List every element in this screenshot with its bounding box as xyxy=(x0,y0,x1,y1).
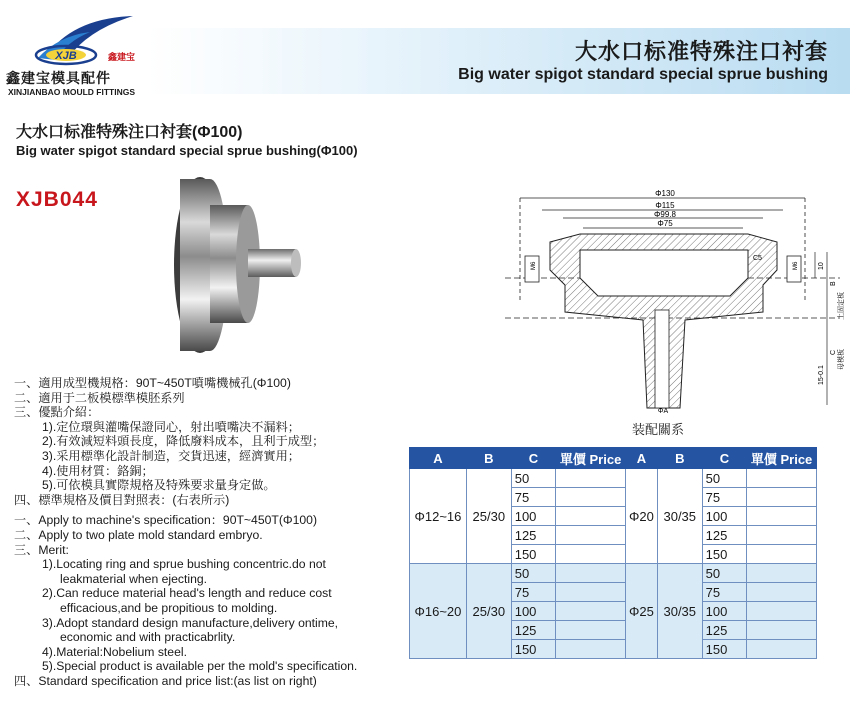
spec-en-5: leakmaterial when ejecting. xyxy=(60,571,208,586)
table-row xyxy=(410,469,817,488)
spec-cn-3: 三、優點介紹： xyxy=(14,405,100,420)
cell-b2: 30/35 xyxy=(657,564,702,659)
cell-price xyxy=(747,583,817,602)
drawing-caption: 装配關系 xyxy=(632,422,685,437)
spec-en-4: 1).Locating ring and sprue bushing concentric.do not xyxy=(42,557,326,572)
logo-mark-text: XJB xyxy=(55,50,77,62)
spec-cn-6: 3).采用標準化設計制造，交貨迅速，經濟實用； xyxy=(42,448,300,463)
cell-price xyxy=(747,640,817,659)
banner-title-en: Big water spigot standard special sprue bushing xyxy=(458,66,828,83)
cell-price xyxy=(556,640,626,659)
m6-right: M6 xyxy=(793,261,799,270)
dim-115: Φ115 xyxy=(655,201,675,210)
cell-b1: 25/30 xyxy=(466,564,511,659)
product-title-cn: 大水口标准特殊注口衬套(Φ100) xyxy=(16,124,243,141)
cell-c: 50 xyxy=(511,469,555,488)
cell-a1: Φ16~20 xyxy=(410,564,467,659)
cell-price xyxy=(556,488,626,507)
cell-b2: 30/35 xyxy=(657,469,702,564)
company-name-cn: 鑫建宝模具配件 xyxy=(6,70,111,86)
spec-en-12: 四、Standard specification and price list:(as list on right) xyxy=(14,673,317,688)
cell-c: 125 xyxy=(702,621,746,640)
dim-b: B xyxy=(830,281,837,286)
spec-cn-9: 四、標準規格及價目對照表：(右表所示) xyxy=(14,492,230,507)
cell-c: 100 xyxy=(702,602,746,621)
company-name-en: XINJIANBAO MOULD FITTINGS xyxy=(8,87,136,97)
spec-en-11: 5).Special product is available per the mold's specification. xyxy=(42,659,358,674)
spec-cn-2: 二、適用于二板模標準模胚系列 xyxy=(14,390,185,405)
dim-10: 10 xyxy=(818,262,825,270)
cell-a2: Φ25 xyxy=(626,564,658,659)
cell-c: 75 xyxy=(511,488,555,507)
cell-price xyxy=(747,564,817,583)
dim-130: Φ130 xyxy=(655,189,675,198)
th-price2: 單價 Price xyxy=(747,448,817,469)
cell-b1: 25/30 xyxy=(466,469,511,564)
spec-en-9: economic and with practicabrlity. xyxy=(60,630,236,645)
cell-price xyxy=(556,545,626,564)
price-table xyxy=(409,447,817,659)
dim-c-tolerance: 15-0.1 xyxy=(818,365,825,385)
m6-left: M6 xyxy=(531,261,537,270)
cell-c: 50 xyxy=(511,564,555,583)
cell-c: 100 xyxy=(702,507,746,526)
spec-cn-5: 2).有效減短料頭長度，降低廢料成本，且利于成型； xyxy=(42,434,325,449)
dim-c-plate: 母模板 xyxy=(838,349,845,370)
dim-c: C xyxy=(830,349,837,355)
product-code: XJB044 xyxy=(16,188,98,211)
cell-c: 150 xyxy=(702,545,746,564)
cell-price xyxy=(556,507,626,526)
cell-c: 100 xyxy=(511,602,555,621)
product-title-en: Big water spigot standard special sprue bushing(Φ100) xyxy=(16,143,358,158)
spec-cn-7: 4).使用材質：鉻銅； xyxy=(42,463,154,478)
logo-small-text: 鑫建宝 xyxy=(108,52,136,62)
dim-99-8: Φ99.8 xyxy=(654,210,676,219)
table-row xyxy=(410,564,817,583)
cell-price xyxy=(747,488,817,507)
cell-c: 50 xyxy=(702,469,746,488)
cell-price xyxy=(747,507,817,526)
th-price1: 單價 Price xyxy=(556,448,626,469)
product-photo xyxy=(160,175,310,355)
spec-en-1: 一、Apply to machine's specification：90T~450T(Φ100) xyxy=(14,513,317,528)
assembly-drawing xyxy=(505,189,845,415)
cell-c: 75 xyxy=(702,488,746,507)
table-header-row xyxy=(410,448,817,469)
cell-price xyxy=(556,469,626,488)
th-b2: B xyxy=(657,448,702,469)
c5-label: C5 xyxy=(753,255,762,262)
spec-cn-8: 5).可依模具實際規格及特殊要求量身定做。 xyxy=(42,478,276,493)
cell-price xyxy=(556,564,626,583)
dim-b-plate: 上固定板 xyxy=(838,292,845,320)
specifications xyxy=(14,376,414,688)
spec-en-6: 2).Can reduce material head's length and reduce cost xyxy=(42,586,332,601)
cell-c: 75 xyxy=(702,583,746,602)
th-a2: A xyxy=(626,448,658,469)
cell-c: 75 xyxy=(511,583,555,602)
cell-price xyxy=(747,621,817,640)
spec-en-7: efficacious,and be propitious to molding. xyxy=(60,600,278,615)
cell-price xyxy=(747,545,817,564)
cell-c: 150 xyxy=(702,640,746,659)
cell-price xyxy=(556,583,626,602)
th-c1: C xyxy=(511,448,555,469)
cell-price xyxy=(747,526,817,545)
banner-title-cn: 大水口标准特殊注口衬套 xyxy=(574,39,828,64)
spec-cn-1: 一、適用成型機規格：90T~450T噴嘴機械孔(Φ100) xyxy=(14,376,291,390)
cell-price xyxy=(747,602,817,621)
cell-a2: Φ20 xyxy=(626,469,658,564)
cell-price xyxy=(556,526,626,545)
cell-c: 100 xyxy=(511,507,555,526)
cell-a1: Φ12~16 xyxy=(410,469,467,564)
dim-75: Φ75 xyxy=(657,219,673,228)
spec-cn-4: 1).定位環與灌嘴保證同心，射出噴嘴决不漏料； xyxy=(42,419,300,434)
dim-phi-a: ΦA xyxy=(657,408,669,415)
th-b1: B xyxy=(466,448,511,469)
cell-price xyxy=(556,602,626,621)
cell-c: 50 xyxy=(702,564,746,583)
spec-en-10: 4).Material:Nobelium steel. xyxy=(42,644,187,659)
spec-en-8: 3).Adopt standard design manufacture,delivery ontime, xyxy=(42,615,339,630)
spec-en-3: 三、Merit: xyxy=(14,542,69,557)
spec-en-2: 二、Apply to two plate mold standard embryo. xyxy=(14,527,263,542)
cell-price xyxy=(556,621,626,640)
cell-c: 150 xyxy=(511,545,555,564)
cell-c: 125 xyxy=(511,526,555,545)
th-a1: A xyxy=(410,448,467,469)
cell-c: 125 xyxy=(511,621,555,640)
th-c2: C xyxy=(702,448,746,469)
cell-c: 125 xyxy=(702,526,746,545)
cell-c: 150 xyxy=(511,640,555,659)
cell-price xyxy=(747,469,817,488)
